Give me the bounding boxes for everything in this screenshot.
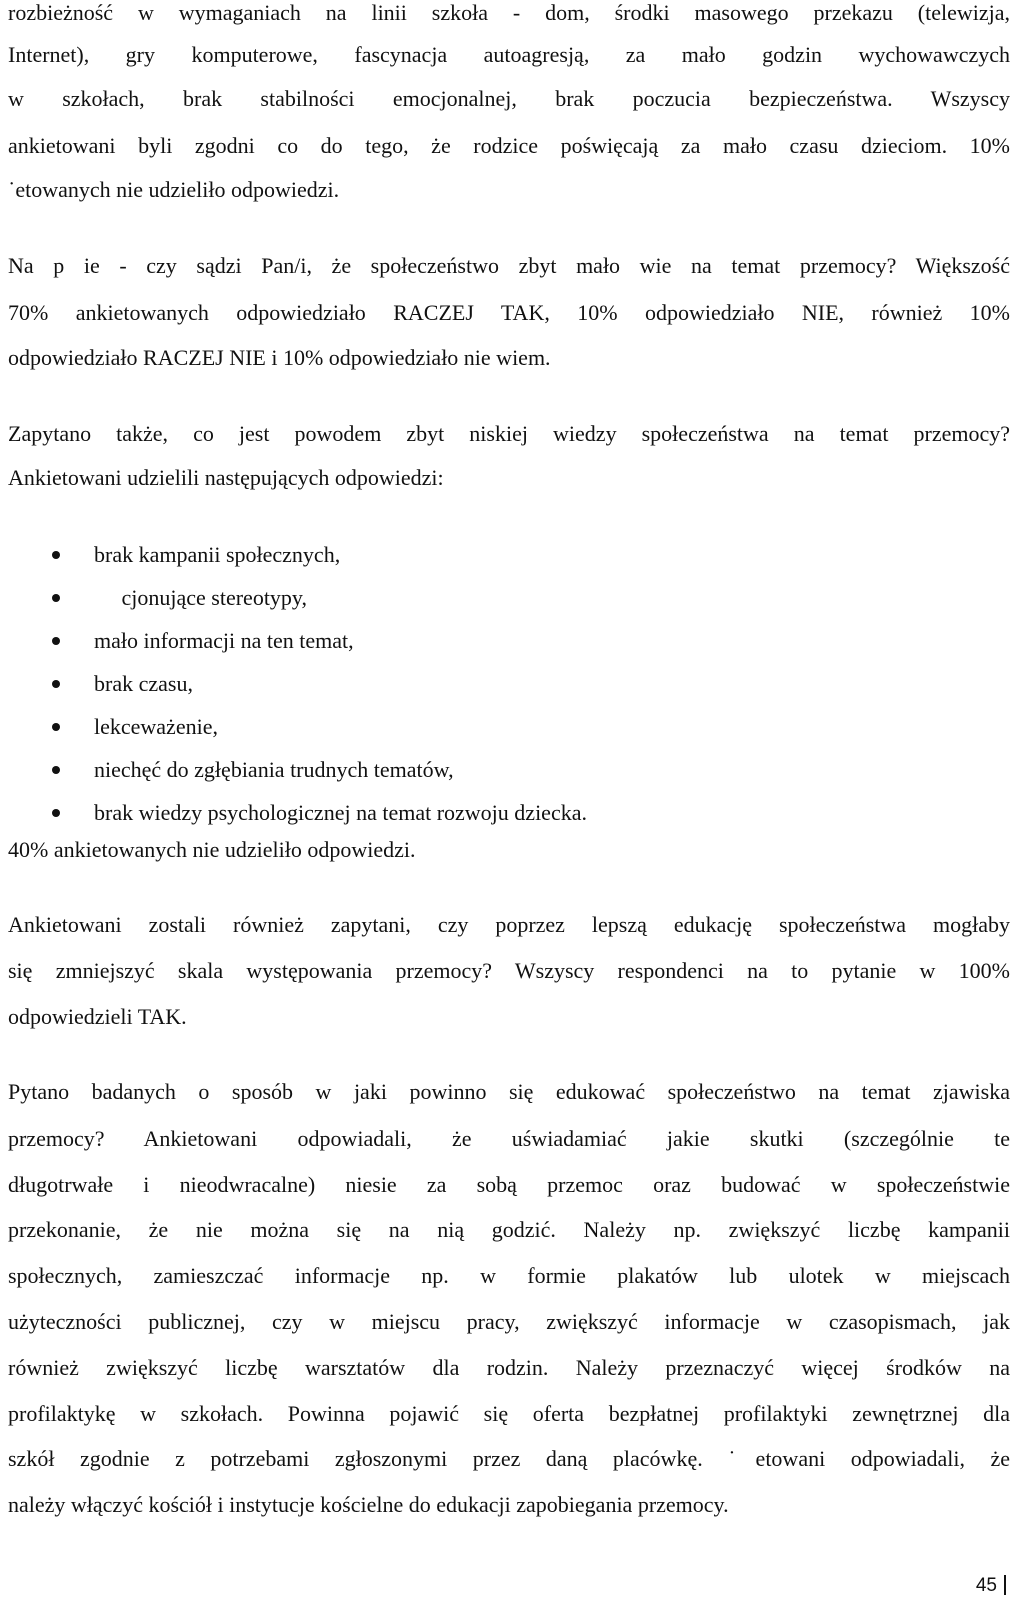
list-item bbox=[52, 669, 193, 699]
page-number-text: 45 bbox=[975, 1575, 997, 1596]
paragraph-2-line: odpowiedziało RACZEJ NIE i 10% odpowiedziało nie wiem. bbox=[8, 345, 551, 370]
paragraph-5-line: społecznych, zamieszczać informacje np. w formie plakatów lub ulotek w miejscach bbox=[8, 1263, 1010, 1288]
paragraph-3-line: Zapytano także, co jest powodem zbyt niskiej wiedzy społeczeństwa na temat przemocy? bbox=[8, 421, 1010, 446]
paragraph-4-line: się zmniejszyć skala występowania przemocy? Wszyscy respondenci na to pytanie w 100% bbox=[8, 958, 1010, 983]
list-item-text: niechęć do zgłębiania trudnych tematów, bbox=[94, 757, 454, 782]
list-item-text: lekceważenie, bbox=[94, 714, 218, 739]
bullet-icon bbox=[52, 551, 60, 559]
paragraph-2-line: 70% ankietowanych odpowiedziało RACZEJ TAK, 10% odpowiedziało NIE, również 10% bbox=[8, 300, 1010, 325]
list-item-text: brak wiedzy psychologicznej na temat rozwoju dziecka. bbox=[94, 800, 587, 825]
bullet-icon bbox=[52, 766, 60, 774]
paragraph-5-line: użyteczności publicznej, czy w miejscu pracy, zwiększyć informacje w czasopismach, jak bbox=[8, 1309, 1010, 1334]
paragraph-5-line: przekonanie, że nie można się na nią godzić. Należy np. zwiększyć liczbę kampanii bbox=[8, 1217, 1010, 1242]
list-item bbox=[52, 540, 340, 570]
list-item-text: brak kampanii społecznych, bbox=[94, 542, 341, 567]
paragraph-5-line: Pytano badanych o sposób w jaki powinno się edukować społeczeństwo na temat zjawiska bbox=[8, 1079, 1010, 1104]
paragraph-1-line: ˙etowanych nie udzieliło odpowiedzi. bbox=[8, 177, 340, 202]
paragraph-5-line: przemocy? Ankietowani odpowiadali, że uświadamiać jakie skutki (szczególnie te bbox=[8, 1126, 1010, 1151]
bullet-icon bbox=[52, 680, 60, 688]
page-number bbox=[976, 1574, 1006, 1598]
paragraph-5-line: również zwiększyć liczbę warsztatów dla rodzin. Należy przeznaczyć więcej środków na bbox=[8, 1355, 1010, 1380]
paragraph-2-line: Na p ie - czy sądzi Pan/i, że społeczeństwo zbyt mało wie na temat przemocy? Większość bbox=[8, 253, 1010, 278]
paragraph-3-line: Ankietowani udzielili następujących odpowiedzi: bbox=[8, 465, 444, 490]
after-bullets-note: 40% ankietowanych nie udzieliło odpowiedzi. bbox=[8, 837, 416, 862]
paragraph-5-line: długotrwałe i nieodwracalne) niesie za sobą przemoc oraz budować w społeczeństwie bbox=[8, 1172, 1010, 1197]
bullet-icon bbox=[52, 637, 60, 645]
list-item bbox=[52, 626, 354, 656]
list-item bbox=[52, 712, 218, 742]
paragraph-5-line: należy włączyć kościół i instytucje kościelne do edukacji zapobiegania przemocy. bbox=[8, 1492, 729, 1517]
list-item bbox=[52, 583, 307, 613]
paragraph-5-line: szkół zgodnie z potrzebami zgłoszonymi przez daną placówkę. ˙etowani odpowiadali, że bbox=[8, 1446, 1010, 1471]
paragraph-4-line: odpowiedzieli TAK. bbox=[8, 1004, 187, 1029]
list-item bbox=[52, 798, 587, 828]
paragraph-1-line: w szkołach, brak stabilności emocjonalnej, brak poczucia bezpieczeństwa. Wszyscy bbox=[8, 86, 1010, 111]
paragraph-1-line: rozbieżność w wymaganiach na linii szkoła - dom, środki masowego przekazu (telewizja, bbox=[8, 0, 1010, 25]
paragraph-4-line: Ankietowani zostali również zapytani, czy poprzez lepszą edukację społeczeństwa mogłaby bbox=[8, 912, 1010, 937]
paragraph-1-line: Internet), gry komputerowe, fascynacja autoagresją, za mało godzin wychowawczych bbox=[8, 42, 1010, 67]
list-item-text: brak czasu, bbox=[94, 671, 193, 696]
page-number-divider bbox=[1004, 1575, 1006, 1595]
bullet-icon bbox=[52, 594, 60, 602]
list-item bbox=[52, 755, 454, 785]
bullet-icon bbox=[52, 809, 60, 817]
list-item-text: cjonujące stereotypy, bbox=[94, 585, 307, 610]
paragraph-5-line: profilaktykę w szkołach. Powinna pojawić się oferta bezpłatnej profilaktyki zewnętrznej dla bbox=[8, 1401, 1010, 1426]
paragraph-1-line: ankietowani byli zgodni co do tego, że rodzice poświęcają za mało czasu dzieciom. 10% bbox=[8, 133, 1010, 158]
list-item-text: mało informacji na ten temat, bbox=[94, 628, 354, 653]
bullet-icon bbox=[52, 723, 60, 731]
